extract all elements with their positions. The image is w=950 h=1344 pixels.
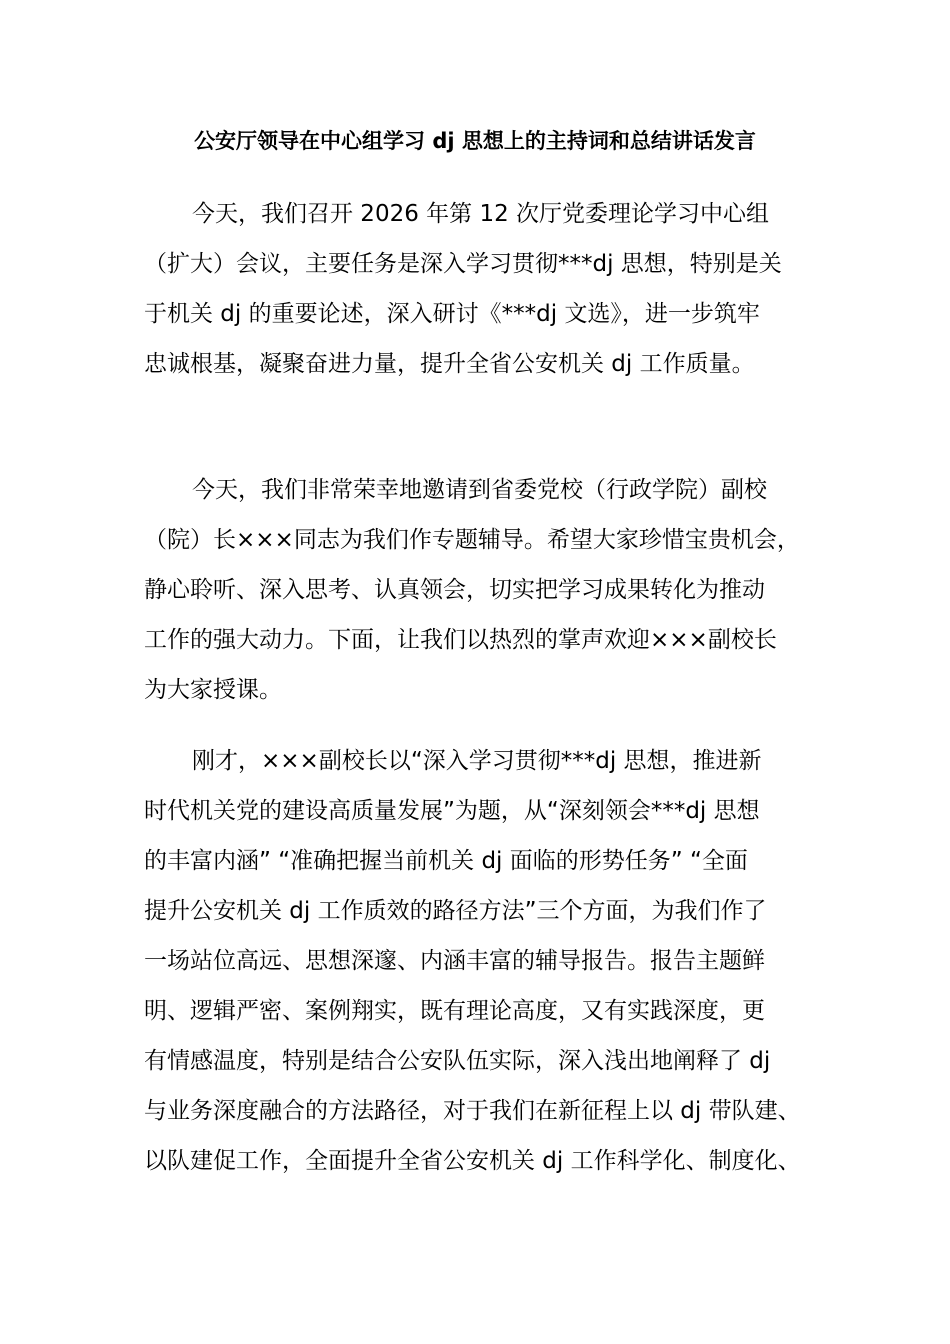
paragraph-line: 与业务深度融合的方法路径，对于我们在新征程上以 dj 带队建、 xyxy=(144,1098,801,1124)
paragraph-introduction xyxy=(144,465,844,715)
paragraph-line: 明、逻辑严密、案例翔实，既有理论高度，又有实践深度，更 xyxy=(144,998,765,1024)
paragraph-summary xyxy=(144,736,844,1186)
paragraph-line: 一场站位高远、思想深邃、内涵丰富的辅导报告。报告主题鲜 xyxy=(144,948,765,974)
paragraph-line: 为大家授课。 xyxy=(144,677,282,703)
paragraph-line: 有情感温度，特别是结合公安队伍实际，深入浅出地阐释了 dj xyxy=(144,1048,771,1074)
paragraph-line: 刚才，×××副校长以“深入学习贯彻***dj 思想，推进新 xyxy=(192,748,762,774)
paragraph-opening xyxy=(144,189,844,389)
paragraph-line: 时代机关党的建设高质量发展”为题，从“深刻领会***dj 思想 xyxy=(144,798,760,824)
paragraph-line: 静心聆听、深入思考、认真领会，切实把学习成果转化为推动 xyxy=(144,577,765,603)
paragraph-line: 今天，我们召开 2026 年第 12 次厅党委理论学习中心组 xyxy=(192,201,770,227)
paragraph-line: 于机关 dj 的重要论述，深入研讨《***dj 文选》，进一步筑牢 xyxy=(144,301,760,327)
paragraph-line: 提升公安机关 dj 工作质效的路径方法”三个方面，为我们作了 xyxy=(144,898,767,924)
document-title: 公安厅领导在中心组学习 dj 思想上的主持词和总结讲话发言 xyxy=(194,129,756,153)
paragraph-line: 今天，我们非常荣幸地邀请到省委党校（行政学院）副校 xyxy=(192,477,767,503)
paragraph-line: （扩大）会议，主要任务是深入学习贯彻***dj 思想，特别是关 xyxy=(144,251,782,277)
paragraph-line: 工作的强大动力。下面，让我们以热烈的掌声欢迎×××副校长 xyxy=(144,627,777,653)
paragraph-line: 以队建促工作，全面提升全省公安机关 dj 工作科学化、制度化、 xyxy=(144,1148,801,1174)
paragraph-line: （院）长×××同志为我们作专题辅导。希望大家珍惜宝贵机会， xyxy=(144,527,800,553)
paragraph-line: 的丰富内涵” “准确把握当前机关 dj 面临的形势任务” “全面 xyxy=(144,848,748,874)
paragraph-line: 忠诚根基，凝聚奋进力量，提升全省公安机关 dj 工作质量。 xyxy=(144,351,755,377)
